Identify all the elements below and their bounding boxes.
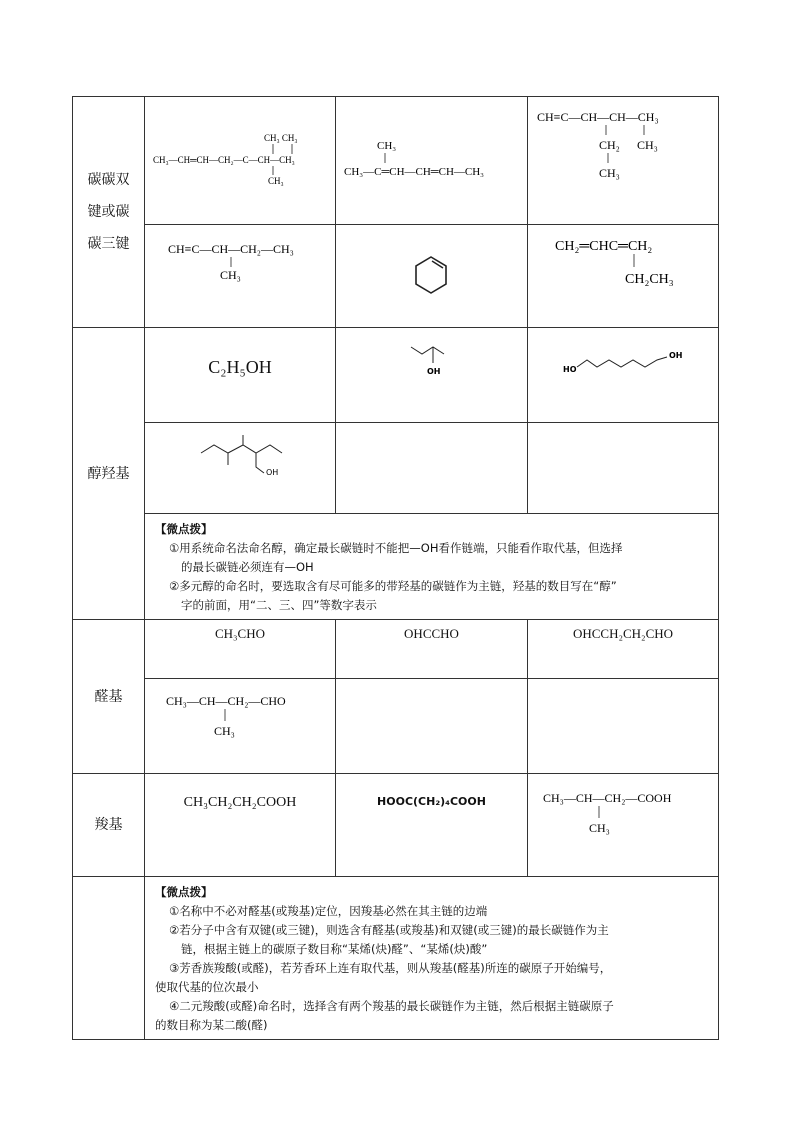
formula-main: CH₂═CHC═CH₂ — [554, 239, 652, 254]
empty-cell — [336, 679, 528, 774]
empty-cell — [528, 679, 719, 774]
group-label-alkene-alkyne — [73, 97, 145, 328]
formula-down: CH₂CH₃ — [624, 272, 674, 287]
structure-cell — [528, 328, 719, 423]
tip-item: 的最长碳链必须连有—OH — [181, 560, 314, 574]
structure-methylhexadiene — [337, 97, 527, 220]
oh-label: OH — [426, 367, 440, 376]
tip-item: ②若分子中含有双键(或三键)，则选含有醛基(或羧基)和双键(或三键)的最长碳链作为主 — [169, 923, 609, 937]
formula-ethanol: C₂H₅OH — [208, 356, 272, 377]
formula-main: CH₃—CH═CH—CH₂—C—CH—CH₃ — [152, 155, 295, 165]
tips-head: 【微点拨】 — [155, 522, 213, 536]
functional-group-table — [72, 96, 719, 1040]
structure-cell — [336, 225, 528, 328]
structure-cell — [528, 97, 719, 225]
formula-up: CH₃ CH₃ — [263, 133, 298, 143]
formula-glyoxal: OHCCHO — [404, 626, 459, 641]
group-label-alcohol — [73, 328, 145, 620]
aldehyde-carboxyl-tips — [145, 877, 719, 1040]
formula-main: CH≡C—CH—CH₂—CH₃ — [167, 242, 294, 256]
tip-item: ②多元醇的命名时，要选取含有尽可能多的带羟基的碳链作为主链，羟基的数目写在“醇” — [169, 579, 617, 593]
structure-cell — [528, 774, 719, 877]
formula-branch-1b: CH₃ — [598, 166, 620, 180]
formula-acetaldehyde: CH₃CHO — [214, 626, 266, 641]
formula-down: CH₃ — [219, 268, 241, 282]
formula-main: CH≡C—CH—CH—CH₃ — [536, 110, 659, 124]
structure-cell — [145, 423, 336, 514]
structure-butanol — [337, 328, 527, 418]
structure-cell — [145, 620, 336, 679]
structure-ethylbutadiene — [529, 225, 718, 323]
alcohol-tips — [145, 514, 719, 620]
structure-cell — [336, 328, 528, 423]
structure-cell — [145, 328, 336, 423]
structure-branched-alcohol — [146, 423, 335, 509]
page — [72, 96, 718, 1040]
structure-cell — [528, 620, 719, 679]
group-label-text: 醛基 — [94, 688, 123, 705]
label-line-3: 碳三键 — [87, 236, 130, 252]
tip-item: ④二元羧酸(或醛)命名时，选择含有两个羧基的最长碳链作为主链，然后根据主链碳原子 — [169, 999, 614, 1013]
formula-main: CH₃—CH—CH₂—CHO — [165, 694, 286, 708]
structure-cell — [336, 97, 528, 225]
formula-main: CH₃—CH—CH₂—COOH — [542, 791, 671, 805]
tips-head: 【微点拨】 — [155, 885, 213, 899]
empty-cell — [336, 423, 528, 514]
tip-item: 使取代基的位次最小 — [155, 980, 259, 994]
oh-label: OH — [265, 468, 278, 477]
formula-butanedial: OHCCH₂CH₂CHO — [572, 626, 674, 641]
structure-hexanediol — [529, 328, 718, 418]
label-line-1: 碳碳双 — [87, 172, 130, 188]
structure-tetramethylhexene — [146, 97, 335, 220]
tip-item: ①用系统命名法命名醇，确定最长碳链时不能把—OH看作链端，只能看作取代基，但选择 — [169, 541, 623, 555]
formula-adipic-acid: HOOC(CH₂)₄COOH — [377, 795, 486, 808]
group-label-text: 羧基 — [94, 817, 123, 833]
formula-up: CH₃ — [376, 140, 396, 152]
tip-item: 的数目称为某二酸(醛) — [155, 1018, 268, 1032]
cyclohexene-structure — [337, 225, 527, 323]
group-label-carboxyl — [73, 774, 145, 877]
formula-down: CH₃ — [267, 176, 284, 186]
formula-branch-1: CH₂ — [598, 138, 620, 152]
structure-methylpentyne — [146, 225, 335, 323]
group-label-text: 醇羟基 — [87, 465, 130, 482]
formula-main: CH₃—C═CH—CH═CH—CH₃ — [343, 166, 484, 178]
structure-methylbutanoic-acid — [529, 774, 718, 872]
empty-cell — [528, 423, 719, 514]
structure-methylbutanal — [146, 679, 335, 769]
structure-cell — [145, 679, 336, 774]
tip-item: ③芳香族羧酸(或醛)，若芳香环上连有取代基，则从羧基(醛基)所连的碳原子开始编号， — [169, 961, 612, 975]
tip-item: 字的前面，用“二、三、四”等数字表示 — [181, 598, 377, 612]
formula-down: CH₃ — [588, 821, 610, 835]
tip-item: 链，根据主链上的碳原子数目称“某烯(炔)醛”、“某烯(炔)酸” — [181, 942, 488, 956]
empty-label-cell — [73, 877, 145, 1040]
group-label-aldehyde — [73, 620, 145, 774]
formula-down: CH₃ — [213, 724, 235, 738]
structure-methylhexyne — [529, 97, 718, 220]
formula-butanoic-acid: CH₃CH₂CH₂COOH — [183, 795, 297, 810]
structure-cell — [528, 225, 719, 328]
formula-branch-2: CH₃ — [636, 138, 658, 152]
ho-label: HO — [562, 365, 576, 374]
oh-label: OH — [668, 351, 682, 360]
structure-cell — [145, 97, 336, 225]
structure-cell — [145, 225, 336, 328]
structure-cell — [145, 774, 336, 877]
label-line-2: 键或碳 — [87, 204, 130, 220]
tip-item: ①名称中不必对醛基(或羧基)定位，因羧基必然在其主链的边端 — [169, 904, 488, 918]
structure-cell — [336, 774, 528, 877]
structure-cell — [336, 620, 528, 679]
